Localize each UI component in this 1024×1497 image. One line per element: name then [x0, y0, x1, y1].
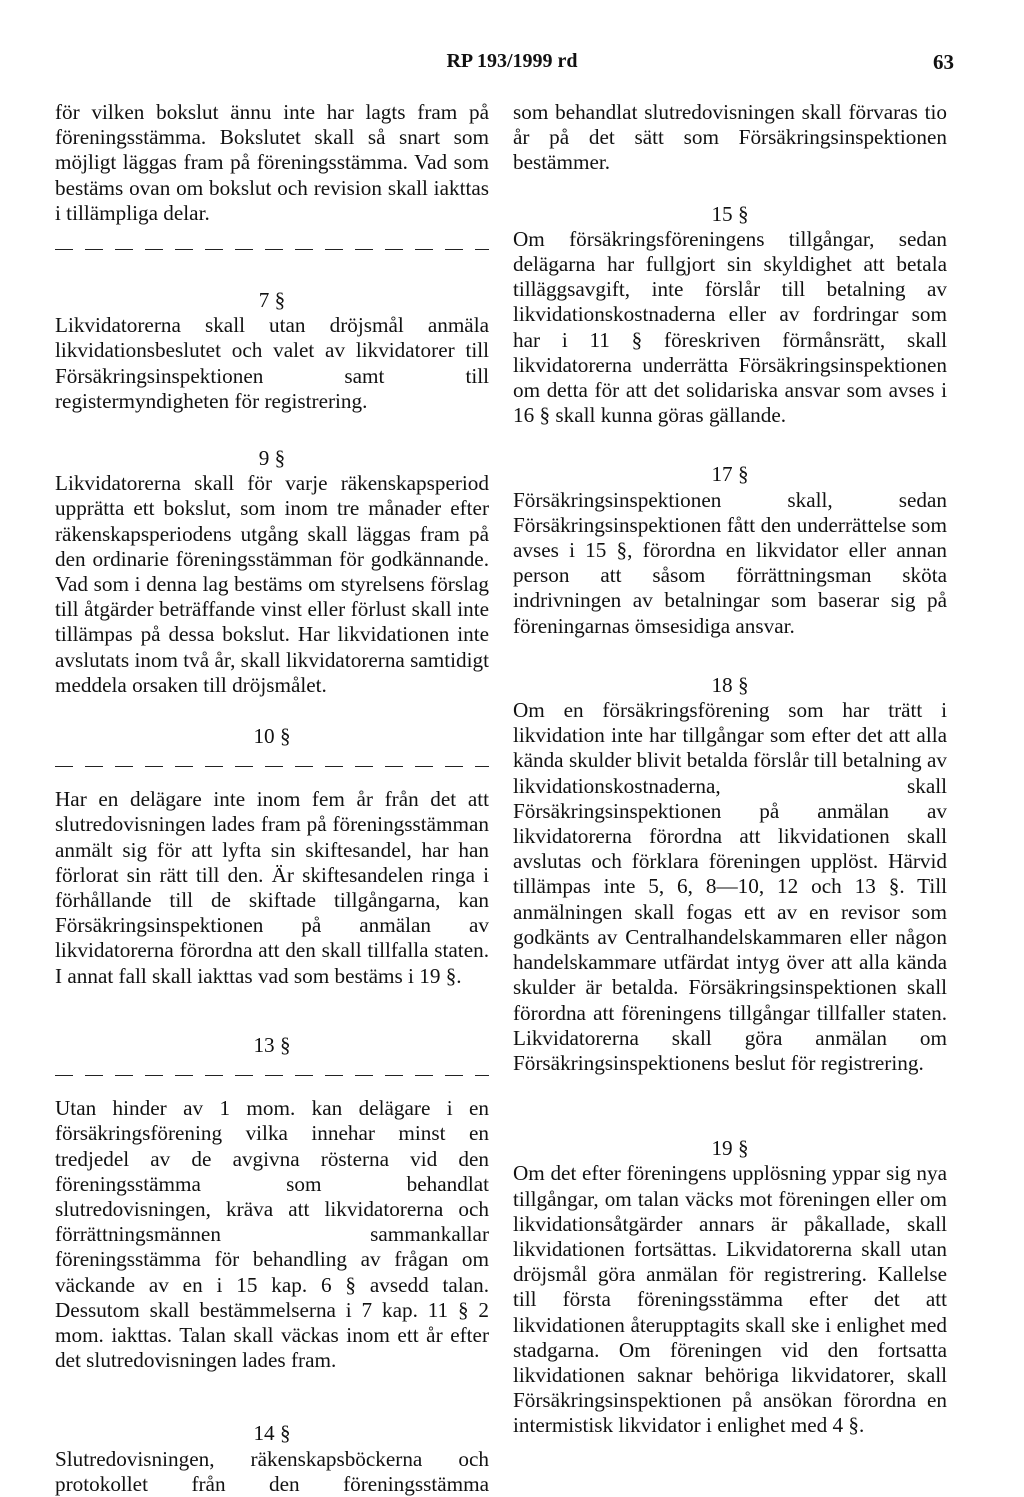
- section-text-13: Utan hinder av 1 mom. kan delägare i en försäkringsförening vilka innehar minst en tredjedel av de avgivna rösterna vid den föreningsstämma som behandlat slutredovisningen, kräva att likvidatorerna och förrättningsmännen sammankallar föreningsstämma för behandling av frågan om väckande av en i 15 kap. 6 § avsedd talan. Dessutom skall bestämmelserna i 7 kap. 11 § 2 mom. iakttas. Talan skall väckas inom ett år efter det slutredovisningen lades fram.: [55, 1096, 489, 1373]
- omission-divider: [55, 240, 489, 258]
- section-heading-18: 18 §: [711, 672, 749, 697]
- omission-divider: [55, 757, 489, 775]
- omission-divider: [55, 1066, 489, 1084]
- page-number: 63: [933, 50, 954, 74]
- section-text-17: Försäkringsinspektionen skall, sedan Försäkringsinspektionen fått den underrättelse som avses i 15 §, förordna en likvidator eller annan person att såsom förrättningsman sköta indrivningen av betalningar som baserar sig på föreningarnas ömsesidiga ansvar.: [513, 487, 947, 638]
- paragraph-intro-left: för vilken bokslut ännu inte har lagts fram på föreningsstämma. Bokslutet skall så snart som möjligt läggas fram på föreningsstämma. Vad som bestäms ovan om bokslut och revision skall iakttas i tillämpliga delar.: [55, 100, 489, 225]
- section-text-15: Om försäkringsföreningens tillgångar, sedan delägarna har fullgjort sin skyldighet att betala tilläggsavgift, inte förslår till betalning av likvidationskostnaderna eller av fordringar som har i 11 § föreskriven förmånsrätt, skall likvidatorerna underrätta Försäkringsinspektionen om detta för att det solidariska ansvar som avses i 16 § skall kunna göras gällande.: [513, 226, 947, 428]
- right-column: [513, 100, 947, 1439]
- left-column: [55, 100, 489, 1497]
- running-title: RP 193/1999 rd: [446, 50, 578, 72]
- section-text-9: Likvidatorerna skall för varje räkenskapsperiod upprätta ett bokslut, som inom tre månader efter räkenskapsperiodens utgång skall läggas fram på den ordinarie föreningsstämman för godkännande. Vad som i denna lag bestäms om styrelsens förslag till åtgärder beträffande vinst eller förlust skall inte tillämpas på dessa bokslut. Har likvidationen inte avslutats inom två år, skall likvidatorerna samtidigt meddela orsaken till dröjsmålet.: [55, 471, 489, 697]
- section-heading-13: 13 §: [253, 1032, 291, 1057]
- page-header: [0, 50, 1024, 80]
- section-text-10: Har en delägare inte inom fem år från det att slutredovisningen lades fram på föreningsstämman anmält sig för att lyfta sin skiftesandel, har han förlorat sin rätt till den. Är skiftesandelen ringa i förhållande till de skiftade tillgångarna, kan Försäkringsinspektionen på anmälan av likvidatorerna förordna att den skall tillfalla staten. I annat fall skall iakttas vad som bestäms i 19 §.: [55, 787, 489, 988]
- section-heading-15: 15 §: [711, 201, 749, 226]
- paragraph-intro-right: som behandlat slutredovisningen skall förvaras tio år på det sätt som Försäkringsinspektionen bestämmer.: [513, 100, 947, 175]
- section-heading-17: 17 §: [711, 462, 749, 487]
- section-text-18: Om en försäkringsförening som har trätt i likvidation inte har tillgångar som efter det att alla kända skulder blivit betalda förslår till betalning av likvidationskostnaderna, skall Försäkringsinspektionen på anmälan av likvidatorerna förordna att likvidationen skall avslutas och förklara föreningen upplöst. Härvid tillämpas inte 5, 6, 8—10, 12 och 13 §. Till anmälningen skall fogas ett av en revisor som godkänts av Centralhandelskammaren eller någon handelskammare utfärdat intyg över att alla kända skulder är betalda. Försäkringsinspektionen skall förordna att föreningens tillgångar tillfaller staten. Likvidatorerna skall göra anmälan om Försäkringsinspektionens beslut för registrering.: [513, 698, 947, 1075]
- section-heading-14: 14 §: [253, 1421, 291, 1446]
- section-heading-10: 10 §: [253, 724, 291, 749]
- section-text-7: Likvidatorerna skall utan dröjsmål anmäla likvidationsbeslutet och valet av likvidatorer till Försäkringsinspektionen samt till registermyndigheten för registrering.: [55, 313, 489, 413]
- section-text-19: Om det efter föreningens upplösning yppar sig nya tillgångar, om talan väcks mot föreningen eller om likvidationsåtgärder annars är påkallade, skall likvidationen fortsättas. Likvidatorerna skall utan dröjsmål göra anmälan för registrering. Kallelse till första föreningsstämma efter det att likvidationen återupptagits skall ske i enlighet med stadgarna. Om föreningen vid den fortsatta likvidationen saknar behöriga likvidatorer, skall Försäkringsinspektionen på ansökan förordna en intermistisk likvidator i enlighet med 4 §.: [513, 1161, 947, 1438]
- section-heading-19: 19 §: [711, 1136, 749, 1161]
- section-heading-7: 7 §: [258, 288, 286, 313]
- section-heading-9: 9 §: [258, 446, 286, 471]
- section-text-14: Slutredovisningen, räkenskapsböckerna och protokollet från den föreningsstämma: [55, 1446, 489, 1496]
